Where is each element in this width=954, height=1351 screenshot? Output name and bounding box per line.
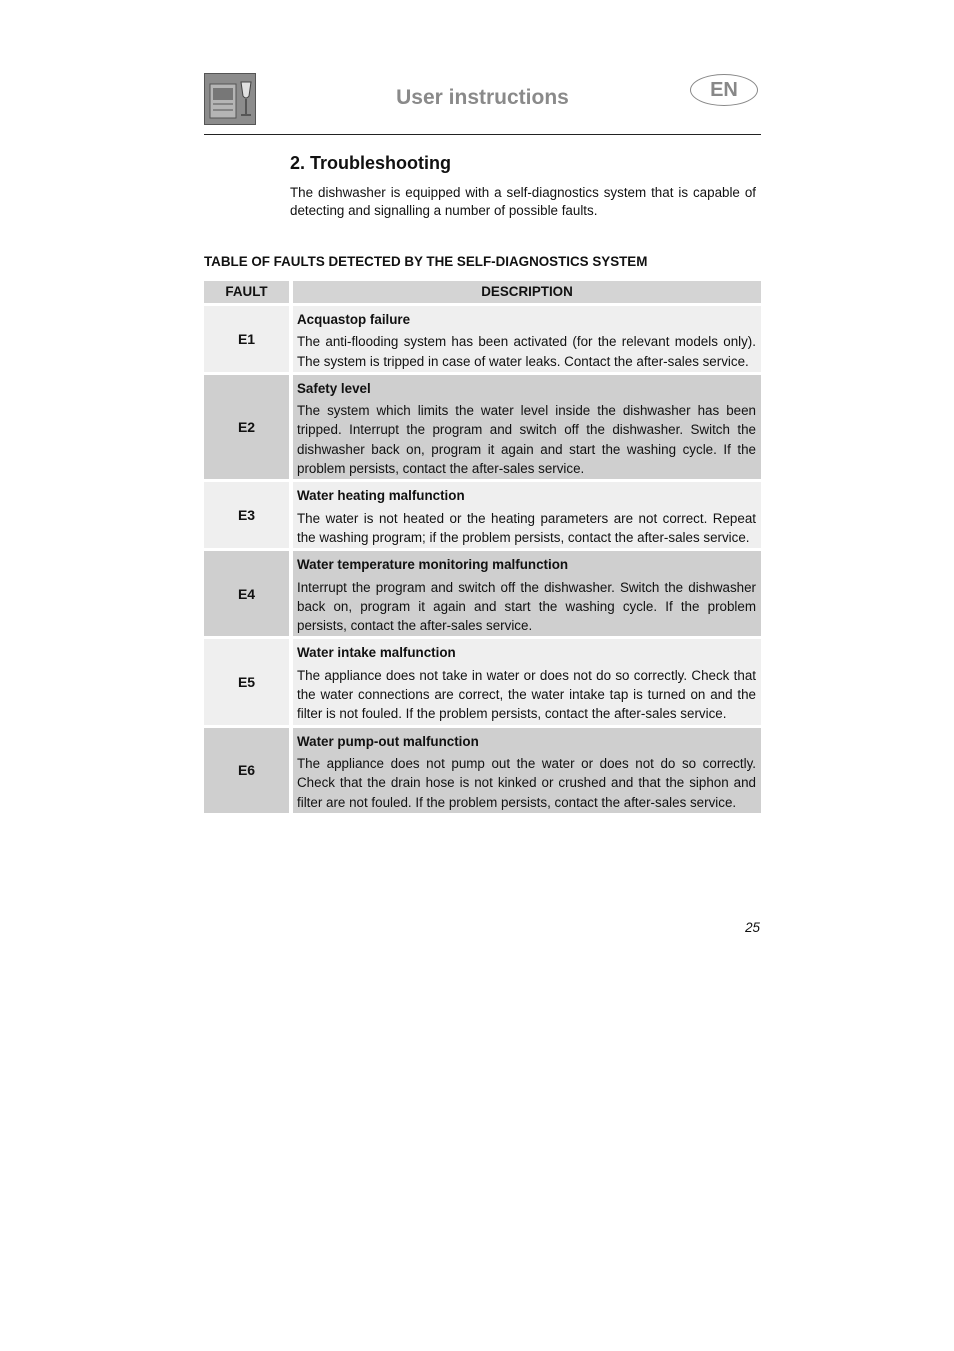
page-number: 25 xyxy=(745,920,760,935)
table-title: TABLE OF FAULTS DETECTED BY THE SELF-DIAGNOSTICS SYSTEM xyxy=(204,254,648,269)
fault-text: Interrupt the program and switch off the dishwasher. Switch the dishwasher back on, program it again and start the washing cycle. If the problem persists, contact the after-sales service. xyxy=(297,579,756,634)
fault-description xyxy=(293,375,761,479)
table-row xyxy=(204,551,761,636)
fault-description xyxy=(293,728,761,813)
fault-text: The appliance does not pump out the water or does not do so correctly. Check that the drain hose is not kinked or crushed and that the siphon and filter are not fouled. If the problem persists, contact the after-sales service. xyxy=(297,755,756,810)
fault-name: Water pump-out malfunction xyxy=(297,733,479,749)
fault-name: Water heating malfunction xyxy=(297,488,465,504)
table-row xyxy=(204,375,761,479)
fault-text: The water is not heated or the heating parameters are not correct. Repeat the washing program; if the problem persists, contact the after-sales service. xyxy=(297,510,756,545)
language-badge: EN xyxy=(690,74,758,106)
faults-table xyxy=(204,281,761,816)
fault-name: Water intake malfunction xyxy=(297,645,456,661)
fault-code: E6 xyxy=(204,728,289,813)
page-title: User instructions xyxy=(396,86,569,109)
page-header xyxy=(204,72,761,135)
table-row xyxy=(204,728,761,813)
fault-description xyxy=(293,482,761,548)
table-row xyxy=(204,639,761,724)
header-fault: FAULT xyxy=(204,281,289,303)
fault-code: E1 xyxy=(204,306,289,372)
fault-text: The anti-flooding system has been activated (for the relevant models only). The system is tripped in case of water leaks. Contact the after-sales service. xyxy=(297,334,756,369)
table-row xyxy=(204,482,761,548)
table-row xyxy=(204,306,761,372)
fault-description xyxy=(293,306,761,372)
table-header-row xyxy=(204,281,761,303)
fault-code: E5 xyxy=(204,639,289,724)
fault-code: E4 xyxy=(204,551,289,636)
header-description: DESCRIPTION xyxy=(293,281,761,303)
fault-name: Safety level xyxy=(297,380,371,396)
fault-description xyxy=(293,551,761,636)
fault-text: The system which limits the water level inside the dishwasher has been tripped. Interrupt the program and switch off the dishwasher. Switch the dishwasher back on, program it again and start the washing cycle. If the problem persists, contact the after-sales service. xyxy=(297,403,756,477)
section-intro: The dishwasher is equipped with a self-diagnostics system that is capable of detecting and signalling a number of possible faults. xyxy=(290,185,756,218)
section-title: 2. Troubleshooting xyxy=(290,153,451,173)
fault-code: E2 xyxy=(204,375,289,479)
fault-name: Acquastop failure xyxy=(297,312,411,327)
fault-description xyxy=(293,639,761,724)
fault-text: The appliance does not take in water or does not do so correctly. Check that the water connections are correct, the water intake tap is turned on and the filter is not fouled. If the problem persists, contact the after-sales service. xyxy=(297,667,756,722)
fault-code: E3 xyxy=(204,482,289,548)
fault-name: Water temperature monitoring malfunction xyxy=(297,557,569,573)
